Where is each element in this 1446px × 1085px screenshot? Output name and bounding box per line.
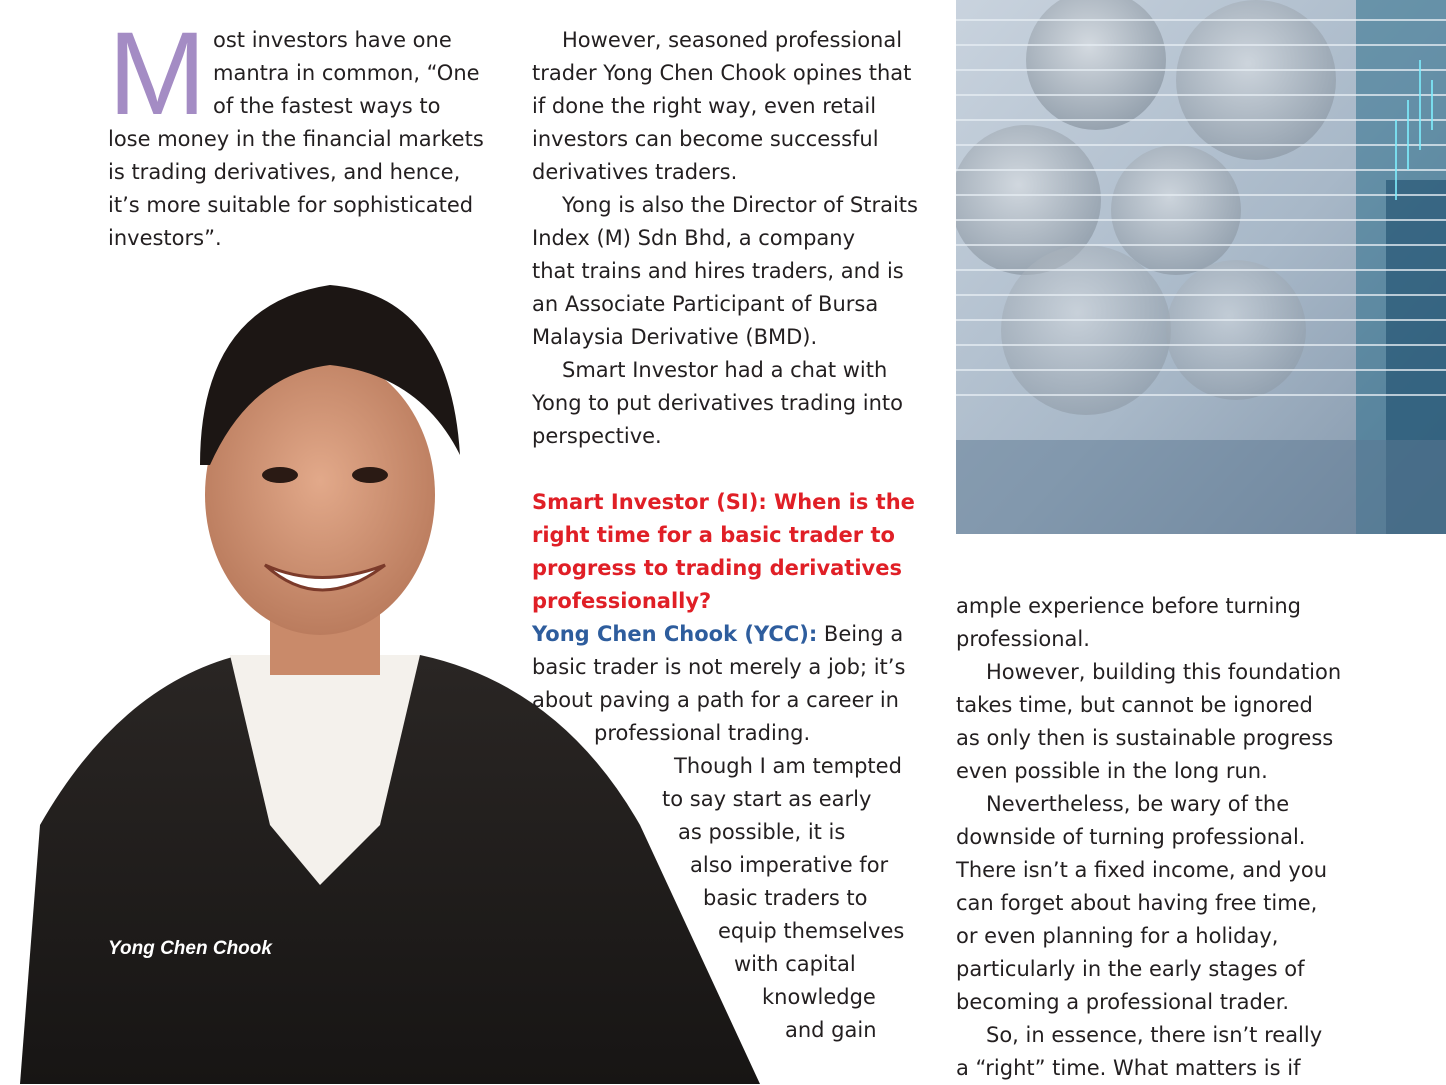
paragraph-line: trader Yong Chen Chook opines that [532,61,912,85]
paragraph-line: as only then is sustainable progress [956,726,1334,750]
paragraph-line: Malaysia Derivative (BMD). [532,325,818,349]
spacer [532,453,918,486]
drop-cap: M [108,8,207,140]
paragraph-line: Smart Investor had a chat with [562,358,888,382]
question-line: progress to trading derivatives [532,556,902,580]
answer-line: also imperative for [690,853,889,877]
answer-text: Being a [817,622,904,646]
paragraph-line: particularly in the early stages of [956,957,1305,981]
answer-line: equip themselves [718,919,905,943]
paragraph-line: or even planning for a holiday, [956,924,1279,948]
question-line: professionally? [532,589,712,613]
answer-line: basic trader is not merely a job; it’s [532,655,906,679]
answer-line: and gain [785,1018,877,1042]
intro-lead-lines [213,24,480,123]
paragraph-line: that trains and hires traders, and is [532,259,904,283]
paragraph-line: takes time, but cannot be ignored [956,693,1313,717]
intro-line: ost investors have one [213,28,452,52]
paragraph-line: a “right” time. What matters is if [956,1056,1301,1080]
intro-line: it’s more suitable for sophisticated [108,193,474,217]
paragraph-line: Yong is also the Director of Straits [562,193,918,217]
answer-line: Though I am tempted [674,754,902,778]
intro-line: is trading derivatives, and hence, [108,160,461,184]
answer-line: basic traders to [703,886,868,910]
paragraph-line: if done the right way, even retail [532,94,877,118]
paragraph-line: Yong to put derivatives trading into [532,391,903,415]
right-column [956,590,1341,1085]
paragraph-line: even possible in the long run. [956,759,1268,783]
answer-first-line [532,618,918,651]
paragraph-line: derivatives traders. [532,160,738,184]
paragraph-line: downside of turning professional. [956,825,1306,849]
paragraph-line: However, building this foundation [986,660,1342,684]
intro-line: of the fastest ways to [213,94,441,118]
paragraph-line: perspective. [532,424,662,448]
photo-caption: Yong Chen Chook [108,938,272,959]
paragraph-line: However, seasoned professional [562,28,903,52]
answer-line: to say start as early [662,787,872,811]
paragraph-line: can forget about having free time, [956,891,1318,915]
paragraph-line: So, in essence, there isn’t really [986,1023,1323,1047]
intro-body-lines [108,123,484,255]
answer-line: about paving a path for a career in [532,688,899,712]
paragraph-line: Nevertheless, be wary of the [986,792,1290,816]
answer-line: knowledge [762,985,876,1009]
paragraph-line: an Associate Participant of Bursa [532,292,879,316]
intro-line: mantra in common, “One [213,61,480,85]
middle-column [532,24,918,1047]
question-line: right time for a basic trader to [532,523,895,547]
paragraph-line: ample experience before turning [956,594,1302,618]
answer-line: with capital [734,952,856,976]
paragraph-line: Index (M) Sdn Bhd, a company [532,226,856,250]
intro-line: investors”. [108,226,222,250]
answer-line: professional trading. [594,721,811,745]
paragraph-line: investors can become successful [532,127,879,151]
question-line: Smart Investor (SI): When is the [532,490,915,514]
paragraph-line: There isn’t a fixed income, and you [956,858,1328,882]
paragraph-line: becoming a professional trader. [956,990,1290,1014]
hero-image [956,0,1446,534]
answer-line: as possible, it is [678,820,846,844]
paragraph-line: professional. [956,627,1090,651]
intro-line: lose money in the financial markets [108,127,484,151]
answer-label: Yong Chen Chook (YCC): [532,622,818,646]
